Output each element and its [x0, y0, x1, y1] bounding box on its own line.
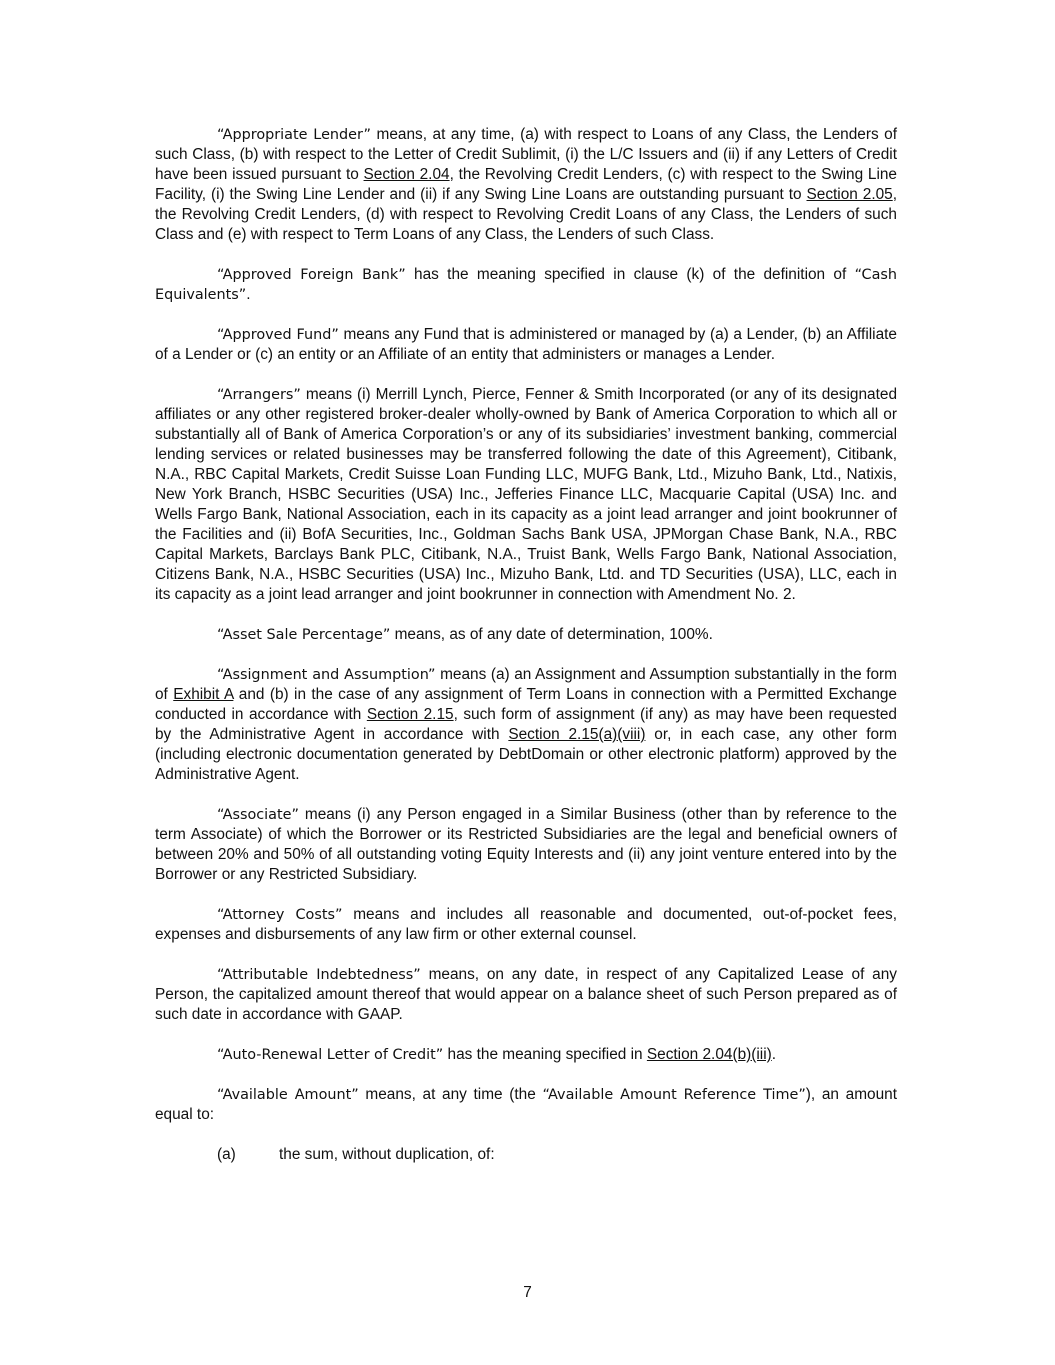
defined-term: “Arrangers”	[217, 387, 301, 403]
defined-term: “Approved Fund”	[217, 327, 339, 343]
list-item-text: the sum, without duplication, of:	[279, 1146, 495, 1163]
section-link[interactable]: Section 2.15(a)(viii)	[508, 726, 646, 743]
defined-term: “Attorney Costs”	[217, 907, 343, 923]
definition-approved-fund: “Approved Fund” means any Fund that is administered or managed by (a) a Lender, (b) an Affiliate of a Lender or (c) an entity or an Affiliate of an entity that administers or manages a Lender.	[155, 326, 897, 363]
section-link[interactable]: Section 2.15	[366, 706, 454, 723]
definition-approved-foreign-bank: “Approved Foreign Bank” has the meaning specified in clause (k) of the definition of “Cash Equivalents”.	[155, 266, 898, 303]
definition-appropriate-lender: “Appropriate Lender” means, at any time, (a) with respect to Loans of any Class, the Lenders of such Class, (b) with respect to the Letter of Credit Sublimit, (i) the L/C Issuers and (ii) if any Letters of Credit have been issued pursuant to Section 2.04, the Revolving Credit Lenders, (c) with respect to the Swing Line Facility, (i) the Swing Line Lender and (ii) if any Swing Line Loans are outstanding pursuant to Section 2.05, the Revolving Credit Lenders, (d) with respect to Revolving Credit Loans of any Class, the Lenders of such Class and (e) with respect to Term Loans of any Class, the Lenders of such Class.	[155, 126, 897, 243]
defined-term: “Auto-Renewal Letter of Credit”	[217, 1047, 444, 1063]
section-link[interactable]: Section 2.04	[363, 166, 450, 183]
definition-assignment-and-assumption: “Assignment and Assumption” means (a) an Assignment and Assumption substantially in the form of Exhibit A and (b) in the case of any assignment of Term Loans in connection with a Permitted Exchange conducted in accordance with Section 2.15, such form of assignment (if any) as may have been requested by the Administrative Agent in accordance with Section 2.15(a)(viii) or, in each case, any other form (including electronic documentation generated by DebtDomain or other electronic platform) approved by the Administrative Agent.	[155, 666, 898, 783]
definition-attributable-indebtedness: “Attributable Indebtedness” means, on any date, in respect of any Capitalized Lease of any Person, the capitalized amount thereof that would appear on a balance sheet of such Person prepared as of such date in accordance with GAAP.	[155, 966, 897, 1023]
defined-term: “Associate”	[217, 807, 299, 823]
list-item	[155, 1145, 897, 1165]
definition-attorney-costs: “Attorney Costs” means and includes all reasonable and documented, out-of-pocket fees, expenses and disbursements of any law firm or other external counsel.	[155, 906, 897, 943]
definition-auto-renewal-letter-of-credit: “Auto-Renewal Letter of Credit” has the meaning specified in Section 2.04(b)(iii).	[217, 1046, 777, 1063]
page-number: 7	[523, 1284, 532, 1301]
definition-asset-sale-percentage: “Asset Sale Percentage” means, as of any date of determination, 100%.	[217, 626, 713, 643]
definition-arrangers: “Arrangers” means (i) Merrill Lynch, Pierce, Fenner & Smith Incorporated (or any of its designated affiliates or any other registered broker-dealer wholly-owned by Bank of America Corporation to which all or substantially all of Bank of America Corporation’s or any of its subsidiaries’ investment banking, commercial lending services or related businesses may be transferred following the date of this Agreement), Citibank, N.A., RBC Capital Markets, Credit Suisse Loan Funding LLC, MUFG Bank, Ltd., Mizuho Bank, Ltd., Natixis, New York Branch, HSBC Securities (USA) Inc., Jefferies Finance LLC, Macquarie Capital (USA) Inc. and Wells Fargo Bank, National Association, each in its capacity as a joint lead arranger and joint bookrunner of the Facilities and (ii) BofA Securities, Inc., Goldman Sachs Bank USA, JPMorgan Chase Bank, N.A., RBC Capital Markets, Barclays Bank PLC, Citibank, N.A., Truist Bank, Wells Fargo Bank, National Association, Citizens Bank, N.A., HSBC Securities (USA) Inc., Mizuho Bank, Ltd. and TD Securities (USA), LLC, each in its capacity as a joint lead arranger and joint bookrunner in connection with Amendment No. 2.	[155, 386, 897, 603]
defined-term: “Available Amount”	[217, 1087, 359, 1103]
defined-term: “Attributable Indebtedness”	[217, 967, 421, 983]
section-link[interactable]: Section 2.05	[806, 186, 893, 203]
defined-term: “Asset Sale Percentage”	[217, 627, 391, 643]
defined-term: “Cash Equivalents”	[155, 267, 898, 303]
defined-term: “Approved Foreign Bank”	[217, 267, 406, 283]
definition-associate: “Associate” means (i) any Person engaged in a Similar Business (other than by reference to the term Associate) of which the Borrower or its Restricted Subsidiaries are the legal and beneficial owners of between 20% and 50% of all outstanding voting Equity Interests and (ii) any joint venture entered into by the Borrower or any Restricted Subsidiary.	[155, 806, 897, 883]
definition-available-amount: “Available Amount” means, at any time (the “Available Amount Reference Time”), an amount equal to:	[155, 1086, 897, 1123]
section-link[interactable]: Section 2.04(b)(iii)	[646, 1046, 772, 1063]
defined-term: “Assignment and Assumption”	[217, 667, 436, 683]
list-marker: (a)	[217, 1146, 236, 1163]
exhibit-link[interactable]: Exhibit A	[173, 686, 234, 703]
document-page	[155, 125, 897, 1165]
defined-term: “Appropriate Lender”	[217, 127, 372, 143]
defined-term: “Available Amount Reference Time”	[542, 1087, 806, 1103]
